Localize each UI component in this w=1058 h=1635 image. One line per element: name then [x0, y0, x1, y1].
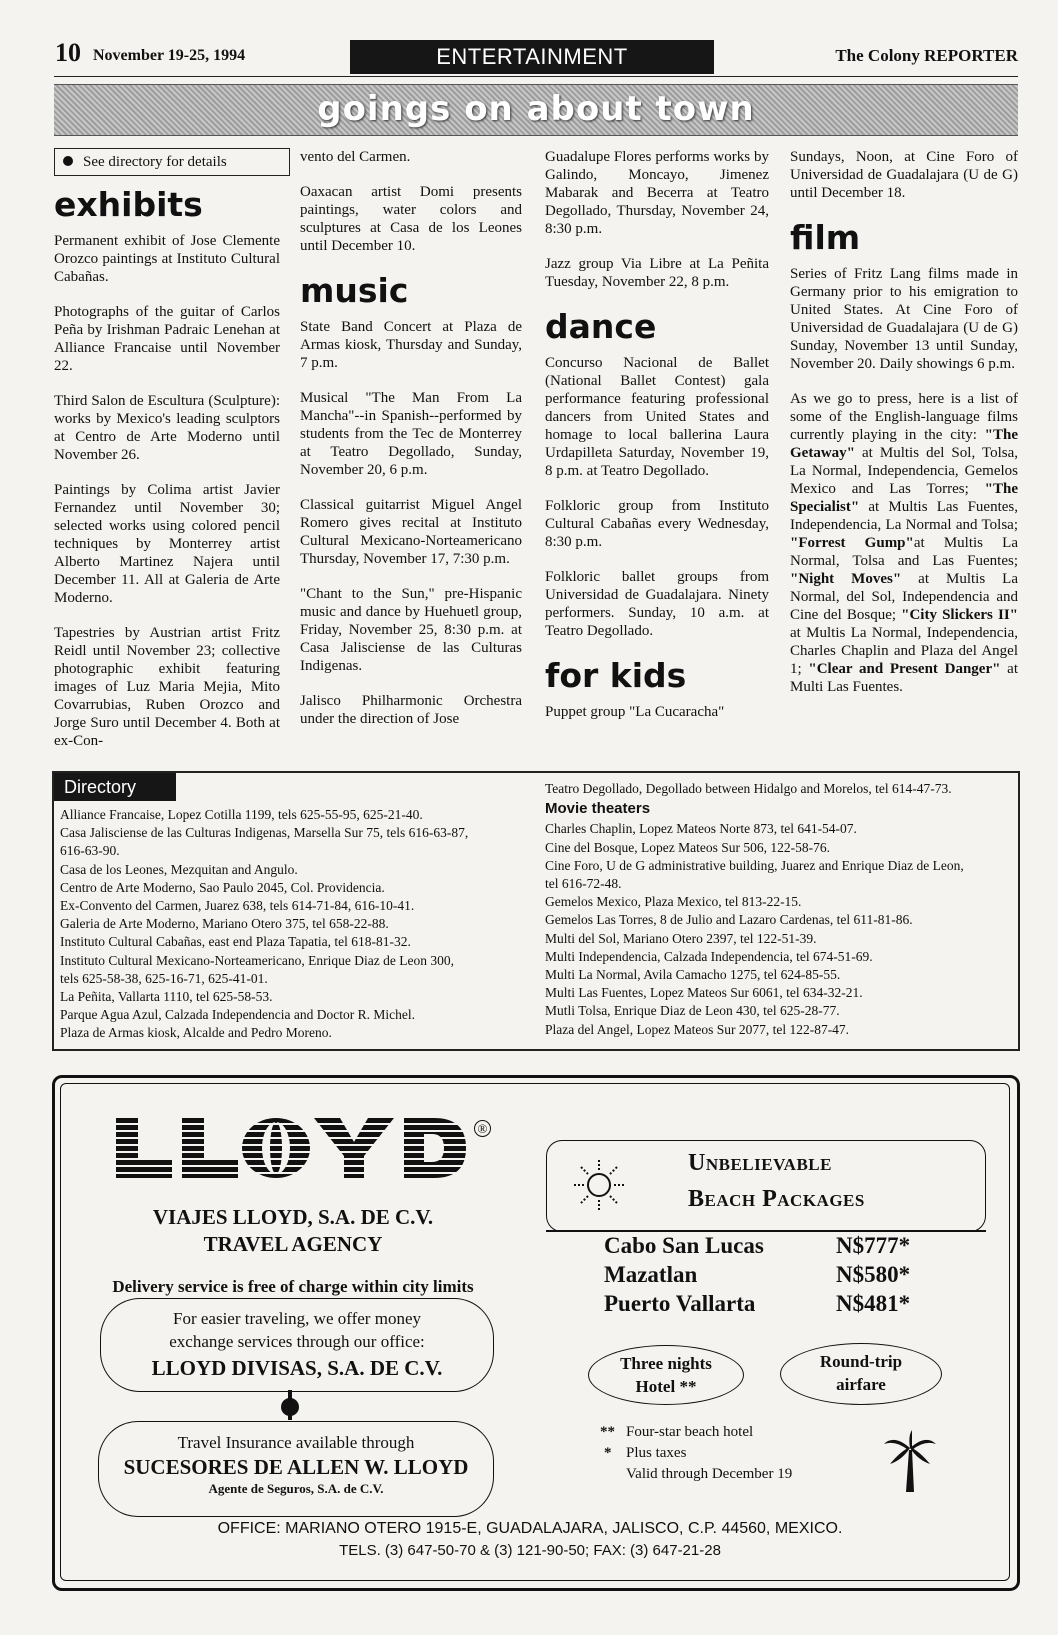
film-text: at Multis del Sol, Tolsa, La Normal, Independencia, Gemelos Mexico and Las Torres;: [790, 445, 1018, 497]
film-text: As we go to press, here is a list of some of the English-language films currently playing in the city:: [790, 391, 1018, 443]
directory-entry: Instituto Cultural Cabañas, east end Plaza Tapatia, tel 618-81-32.: [60, 934, 411, 950]
film-title: "Night Moves": [790, 571, 902, 587]
delivery-note: Delivery service is free of charge within city limits: [112, 1277, 474, 1296]
directory-entry: 616-63-90.: [60, 843, 120, 859]
film-title: "Forrest Gump": [790, 535, 914, 551]
directory-entry: Plaza de Armas kiosk, Alcalde and Pedro Moreno.: [60, 1025, 332, 1041]
destination-name: Mazatlan: [604, 1262, 698, 1287]
exhibit-item: Paintings by Colima artist Javier Fernandez until November 30; selected works using colored pencil techniques by Monterrey artist Alberto Martinez Najera until December 11. All at Galeria de Arte Moderno.: [54, 482, 280, 606]
directory-left: [60, 806, 530, 1043]
palm-tree-icon: [882, 1430, 938, 1494]
exhibit-item: Third Salon de Escultura (Sculpture): works by Mexico's leading sculptors at Centro de Arte Moderno until November 26.: [54, 393, 280, 463]
beach-title-line1: Unbelievable: [688, 1150, 832, 1176]
movie-theaters-heading: Movie theaters: [545, 800, 651, 818]
column-music: [300, 148, 522, 745]
music-item: Musical "The Man From La Mancha"--in Spanish--performed by students from the Tec de Monterrey at Teatro Degollado, Sunday, November 20, 6 p.m.: [300, 390, 522, 478]
directory-entry: Parque Agua Azul, Calzada Independencia and Doctor R. Michel.: [60, 1007, 416, 1023]
dance-item: Folkloric ballet groups from Universidad de Guadalajara. Ninety performers. Sunday, 10 a.m. at Teatro Degollado.: [545, 569, 769, 639]
registered-mark: ®: [474, 1120, 491, 1137]
directory-entry: Charles Chaplin, Lopez Mateos Norte 873, tel 641-54-07.: [545, 821, 857, 837]
directory-entry: Casa Jalisciense de las Culturas Indigenas, Marsella Sur 75, tels 616-63-87,: [60, 825, 469, 841]
newspaper-name: The Colony REPORTER: [835, 46, 1018, 65]
directory-entry: Galeria de Arte Moderno, Mariano Otero 375, tel 658-22-88.: [60, 916, 389, 932]
note-text: Plus taxes: [626, 1445, 687, 1461]
destination-price: N$777*: [836, 1233, 911, 1258]
insurance-company: SUCESORES DE ALLEN W. LLOYD: [123, 1455, 469, 1479]
directory-entry: tel 616-72-48.: [545, 876, 622, 892]
note-text: Valid through December 19: [626, 1466, 793, 1482]
directory-entry: Teatro Degollado, Degollado between Hidalgo and Morelos, tel 614-47-73.: [545, 781, 952, 796]
film-text: at Multi Las Fuentes.: [790, 661, 1018, 695]
insurance-subtitle: Agente de Seguros, S.A. de C.V.: [208, 1481, 384, 1496]
directory-entry: Casa de los Leones, Mezquitan and Angulo.: [60, 861, 298, 877]
directory-entry: Multi Independencia, Calzada Independencia, tel 674-51-69.: [545, 948, 873, 964]
directory-entry: Ex-Convento del Carmen, Juarez 638, tels 614-71-84, 616-10-41.: [60, 898, 415, 914]
directory-entry: Gemelos Las Torres, 8 de Julio and Lazaro Cardenas, tel 611-81-86.: [545, 912, 913, 928]
music-item: Classical guitarrist Miguel Angel Romero gives recital at Instituto Cultural Mexicano-Norteamericano Thursday, November 17, 7:30 p.m.: [300, 497, 522, 567]
banner-title: goings on about town: [317, 89, 755, 129]
sun-icon: [572, 1158, 626, 1212]
kids-item: Puppet group "La Cucaracha": [545, 704, 725, 720]
dance-item: Concurso Nacional de Ballet (National Ballet Contest) gala performance featuring professional dancers from United States and homage to local ballerina Laura Urdapilleta Saturday, November 19, 8 p.m. at Teatro Degollado.: [545, 355, 769, 479]
directory-entry: Mutli Tolsa, Enrique Diaz de Leon 430, tel 625-28-77.: [545, 1003, 840, 1019]
banner: [54, 84, 1018, 136]
note-mark: *: [604, 1445, 612, 1461]
column-exhibits: [54, 148, 280, 767]
directory-entry: Centro de Arte Moderno, Sao Paulo 2045, Col. Providencia.: [60, 879, 385, 895]
office-phones: TELS. (3) 647-50-70 & (3) 121-90-50; FAX: (3) 647-21-28: [339, 1542, 721, 1559]
column-film: [790, 148, 1018, 713]
airfare-text: airfare: [836, 1375, 886, 1394]
bullet-icon: [63, 156, 73, 166]
music-item: Jalisco Philharmonic Orchestra under the direction of Jose: [300, 693, 522, 727]
airfare-text: Round-trip: [819, 1352, 903, 1371]
see-directory-box: [54, 148, 290, 176]
film-text: at Multis La Normal, Independencia, Charles Chaplin and Plaza del Angel 1;: [790, 625, 1018, 677]
heading-music: music: [300, 271, 409, 310]
directory-entry: La Peñita, Vallarta 1110, tel 625-58-53.: [60, 989, 273, 1005]
heading-dance: dance: [545, 307, 657, 346]
directory-entry: Multi Las Fuentes, Lopez Mateos Sur 6061, tel 634-32-21.: [545, 985, 863, 1001]
directory-entry: Plaza del Angel, Lopez Mateos Sur 2077, tel 122-87-47.: [545, 1021, 850, 1037]
exhibit-item: vento del Carmen.: [300, 149, 411, 165]
exchange-text: exchange services through our office:: [169, 1332, 425, 1351]
film-list: [790, 390, 1018, 696]
travel-agency-label: TRAVEL AGENCY: [203, 1232, 383, 1256]
directory-entry: Multi del Sol, Mariano Otero 2397, tel 122-51-39.: [545, 930, 817, 946]
prices-rule: [546, 1230, 986, 1232]
destination-name: Cabo San Lucas: [604, 1233, 764, 1258]
heading-film: film: [790, 218, 861, 257]
film-text: at Multis La Normal, del Sol, Independencia and Cine del Bosque;: [790, 571, 1018, 623]
destination-price: N$481*: [836, 1291, 911, 1316]
directory-entry: Alliance Francaise, Lopez Cotilla 1199, tels 625-55-95, 625-21-40.: [60, 807, 423, 822]
kids-item: Sundays, Noon, at Cine Foro of Universidad de Guadalajara (U de G) until December 18.: [790, 149, 1018, 201]
music-item: Guadalupe Flores performs works by Galindo, Moncayo, Jimenez Mabarak and Becerra at Teatro Degollado, Thursday, November 24, 8:30 p.m.: [545, 149, 769, 237]
exhibit-item: Photographs of the guitar of Carlos Peña by Irishman Padraic Lenehan at Alliance Francaise until November 22.: [54, 304, 280, 374]
music-item: "Chant to the Sun," pre-Hispanic music and dance by Huehuetl group, Friday, November 25, 8:30 p.m. at Casa Jalisciense de las Culturas Indigenas.: [300, 586, 522, 674]
column-dance: [545, 148, 769, 738]
music-item: Jazz group Via Libre at La Peñita Tuesday, November 22, 8 p.m.: [545, 256, 769, 290]
exhibit-item: Oaxacan artist Domi presents paintings, water colors and sculptures at Casa de los Leones until December 10.: [300, 184, 522, 254]
film-title: "The Specialist": [790, 481, 1018, 515]
film-text: at Multis Las Fuentes, Independencia, La Normal and Tolsa;: [790, 499, 1018, 533]
film-text: at Multis La Normal, Tolsa and Las Fuentes;: [790, 535, 1018, 569]
hotel-text: Hotel **: [635, 1377, 697, 1396]
nights-text: Three nights: [620, 1354, 712, 1373]
dance-item: Folkloric group from Instituto Cultural Cabañas every Wednesday, 8:30 p.m.: [545, 498, 769, 550]
film-item: Series of Fritz Lang films made in Germany prior to his emigration to United States. At Cine Foro of Universidad de Guadalajara (U de G) Sunday, November 13 until Sunday, November 20. Daily showings 6 p.m.: [790, 266, 1018, 372]
directory-entry: Cine Foro, U de G administrative building, Juarez and Enrique Diaz de Leon,: [545, 857, 964, 873]
company-name: VIAJES LLOYD, S.A. DE C.V.: [152, 1205, 434, 1229]
heading-for-kids: for kids: [545, 656, 687, 695]
directory-entry: tels 625-58-38, 625-16-71, 625-41-01.: [60, 970, 268, 986]
exchange-text: For easier traveling, we offer money: [173, 1309, 421, 1328]
insurance-text: Travel Insurance available through: [177, 1433, 415, 1452]
office-address: OFFICE: MARIANO OTERO 1915-E, GUADALAJARA, JALISCO, C.P. 44560, MEXICO.: [217, 1520, 843, 1537]
lloyd-logo: [116, 1118, 466, 1188]
destination-price: N$580*: [836, 1262, 911, 1287]
directory-entry: Cine del Bosque, Lopez Mateos Sur 506, 122-58-76.: [545, 839, 830, 855]
directory-entry: Instituto Cultural Mexicano-Norteamericano, Enrique Diaz de Leon 300,: [60, 952, 454, 968]
directory-title: Directory: [54, 773, 176, 801]
nights-oval: [588, 1345, 744, 1405]
directory-entry: Multi La Normal, Avila Camacho 1275, tel 624-85-55.: [545, 967, 841, 983]
note-text: Four-star beach hotel: [626, 1424, 754, 1440]
exhibit-item: Permanent exhibit of Jose Clemente Orozco paintings at Instituto Cultural Cabañas.: [54, 233, 280, 285]
music-item: State Band Concert at Plaza de Armas kiosk, Thursday and Sunday, 7 p.m.: [300, 319, 522, 371]
directory-right: [545, 780, 1015, 1039]
see-directory-text: See directory for details: [83, 154, 227, 170]
note-mark: **: [600, 1424, 615, 1440]
film-title: "Clear and Present Danger": [808, 661, 1001, 677]
exchange-company: LLOYD DIVISAS, S.A. DE C.V.: [151, 1356, 443, 1380]
destination-name: Puerto Vallarta: [604, 1291, 756, 1316]
directory-entry: Gemelos Mexico, Plaza Mexico, tel 813-22-15.: [545, 894, 802, 910]
beach-title-line2: Beach Packages: [688, 1186, 865, 1212]
issue-date: November 19-25, 1994: [93, 47, 246, 64]
film-title: "The Getaway": [790, 427, 1018, 461]
film-title: "City Slickers II": [901, 607, 1019, 623]
exhibit-item: Tapestries by Austrian artist Fritz Reidl until November 23; collective photographic exhibit featuring images of Luz Maria Mejia, Mito Covarrubias, Ruben Orozco and Jorge Suro until December 4. Both at ex-Con-: [54, 625, 280, 749]
header-rule: [54, 76, 1018, 77]
page-number: 10: [55, 38, 81, 67]
section-title: ENTERTAINMENT: [350, 40, 714, 74]
airfare-oval: [780, 1343, 942, 1405]
insurance-oval: [98, 1421, 494, 1517]
heading-exhibits: exhibits: [54, 185, 203, 224]
exchange-oval: [100, 1298, 494, 1392]
connector-dot: [281, 1398, 299, 1416]
